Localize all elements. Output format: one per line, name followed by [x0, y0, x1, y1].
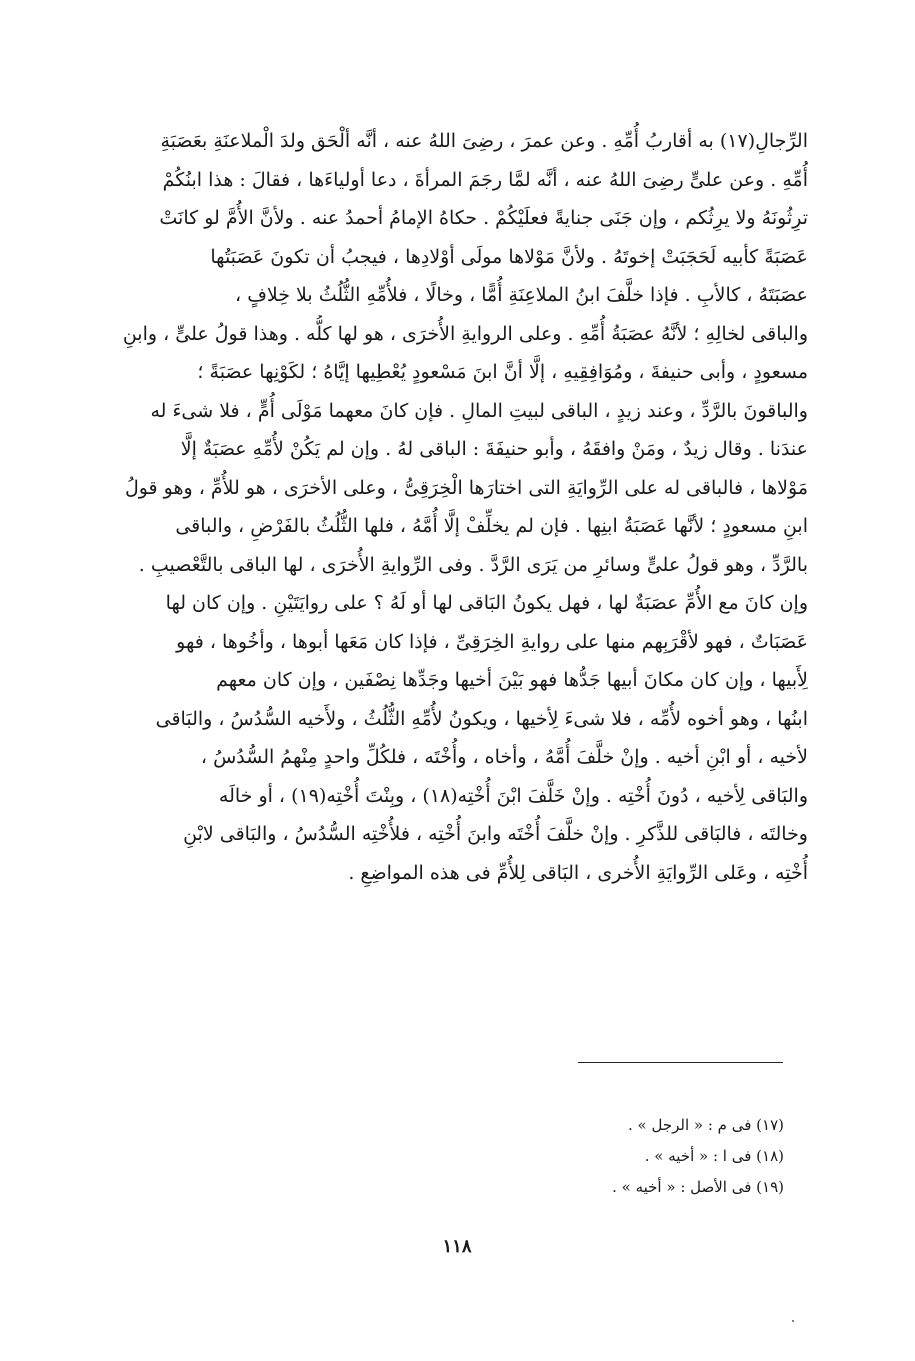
text-line: ترِثُونَهُ ولا يرِثُكم ، وإن جَنَى جنايةً فعلَيْكُمْ . حكاهُ الإمامُ أحمدُ عنه . ولأنَّ الأُمَّ لو كانَتْ [159, 207, 808, 229]
footnotes [420, 1110, 784, 1203]
footnote: (١٩) فى الأصل : « أخيه » . [612, 1178, 784, 1196]
text-line: عصَبَتَهُ ، كالأبِ . فإذا خلَّفَ ابنُ الملاعِنَةِ أُمًّا ، وخالًا ، فلأُمِّهِ الثُّلُثُ بلا خِلافٍ ، [235, 284, 808, 306]
text-line: مسعودٍ ، وأبى حنيفةَ ، ومُوَافِقِيهِ ، إلَّا أنَّ ابنَ مَسْعودٍ يُعْطِيها إيَّاهُ ؛ لكَوْنِها عصَبَةً ؛ [197, 361, 808, 383]
text-line: ابنُها ، وهو أخوه لأُمِّه ، فلا شىءَ لِأخيها ، ويكونُ لأُمِّهِ الثُّلُثُ ، ولأَخيه السُّدُسُ ، والبَاقى [155, 707, 808, 730]
footnote-separator [578, 1062, 783, 1063]
text-line: لأخيه ، أو ابْنِ أخيه . وإنْ خلَّفَ أُمَّهُ ، وأخاه ، وأُخْتَه ، فلكُلِّ واحدٍ مِنْهمُ السُّدُسُ ، [200, 746, 808, 768]
text-line: لِأَبيها ، وإن كان مكانَ أبيها جَدُّها فهو بَيْنَ أخيها وجَدِّها نِصْفَين ، وإن كان معهم [216, 669, 808, 691]
text-line: وإن كانَ مع الأُمِّ عصَبَةٌ لها ، فهل يكونُ البَاقى لها أو لَهُ ؟ على روايَتَيْنِ . وإن كان لها [165, 592, 808, 614]
text-line: عَصَبَةً كأبيه لَحَجَبَتْ إخوتَهُ . ولأنَّ مَوْلاها مولَى أوْلادِها ، فيجبُ أن تكونَ عَصَبَتُها [210, 245, 808, 268]
main-text [108, 122, 808, 892]
footnote: (١٧) فى م : « الرجل » . [628, 1116, 784, 1134]
footnote: (١٨) فى ا : « أخيه » . [644, 1147, 784, 1165]
text-line: الرِّجالِ(١٧) به أقاربُ أُمِّهِ . وعن عمرَ ، رضِىَ اللهُ عنه ، أنَّه ألْحَق ولدَ الْملاعنَةِ بعَصَبَةِ [160, 130, 808, 152]
text-line: عندَنا . وقال زيدٌ ، ومَنْ وافقَهُ ، وأبو حنيفَةَ : الباقى لهُ . وإن لم يَكُنْ لأُمِّهِ عصَبَةٌ إلَّا [180, 438, 808, 460]
scan-speck [792, 1320, 794, 1322]
text-line: أُمِّهِ . وعن علىٍّ رضِىَ اللهُ عنه ، أنَّه لمَّا رجَمَ المرأةَ ، دعا أولياءَها ، فقالَ : هذا ابنُكُمْ [162, 168, 808, 191]
page-number: ١١٨ [442, 1236, 472, 1257]
text-line: والبَاقى لِأخيه ، دُونَ أُخْتِه . وإنْ خَلَّفَ ابْنَ أُخْتِه(١٨) ، وبِنْتَ أُخْتِه(١٩) ، أو خالَه [218, 784, 808, 807]
text-line: ابنِ مسعودٍ ؛ لأنَّها عَصَبَةُ ابنِها . فإن لم يخلِّفْ إلَّا أُمَّهُ ، فلها الثُّلُثُ بالفَرْضِ ، والباقى [175, 515, 808, 537]
text-line: والباقى لخالِهِ ؛ لأنَّهُ عصَبَةُ أُمِّهِ . وعلى الروايةِ الأُخرَى ، هو لها كلُّه . وهذا قولُ علىٍّ ، وابنِ [122, 322, 808, 345]
text-line: بالرَّدِّ ، وهو قولُ علىٍّ وسائرِ من يَرَى الرَّدَّ . وفى الرِّوايةِ الأُخرَى ، لها الباقى بالتَّعْصيبِ . [138, 553, 808, 576]
text-line: مَوْلاها ، فالباقى له على الرِّوايَةِ التى اختارَها الْخِرَقِىُّ ، وعلى الأخرَى ، هو للأُمِّ ، وهو قولُ [124, 476, 808, 499]
text-line: والباقونَ بالرَّدِّ ، وعند زيدٍ ، الباقى لبيتِ المالِ . فإن كانَ معهما مَوْلَى أُمٍّ ، فلا شىءَ له [150, 399, 808, 422]
text-line: أُخْتِه ، وعَلى الرِّوايَةِ الأُخرى ، البَاقى لِلأُمِّ فى هذه المواضِعِ . [348, 861, 808, 884]
text-line: عَصَبَاتٌ ، فهو لأقْرَبِهم منها على روايةِ الخِرَقِىِّ ، فإذا كان مَعَها أبوها ، وأخُوها ، فهو [176, 630, 808, 653]
text-line: وخالتَه ، فالبَاقى للذَّكرِ . وإنْ خلَّفَ أُخْتَه وابنَ أُخْتِه ، فلأُخْتِه السُّدُسُ ، والبَاقى لابْنِ [183, 823, 808, 845]
